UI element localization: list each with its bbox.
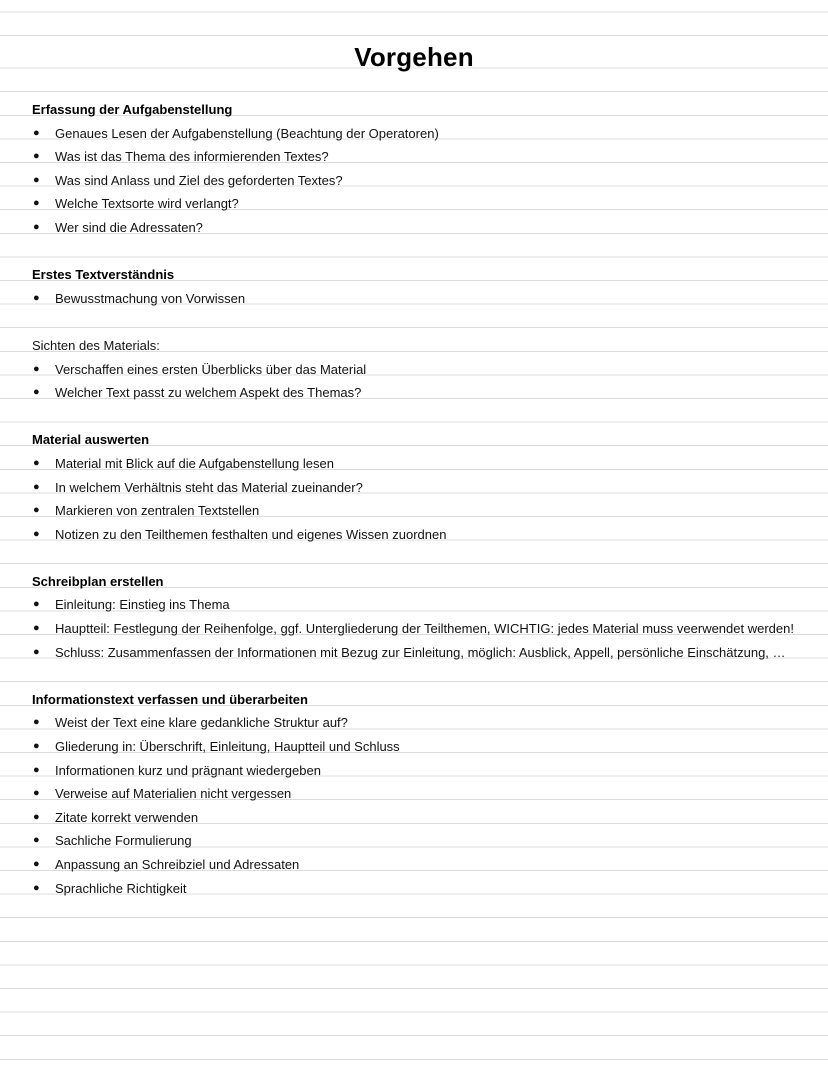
list-item (32, 192, 802, 216)
section-erfassung (32, 98, 802, 263)
bullet-icon: ● (33, 504, 40, 517)
list-item-text: Zitate korrekt verwenden (55, 809, 199, 825)
bullet-icon: ● (33, 386, 40, 399)
list-item (32, 287, 802, 311)
list-item (32, 216, 802, 240)
bullet-icon: ● (33, 834, 40, 847)
bullet-icon: ● (33, 150, 40, 163)
page-title: Vorgehen (354, 42, 474, 72)
list-item-text: Material mit Blick auf die Aufgabenstellung lesen (55, 455, 334, 471)
bullet-list (32, 122, 802, 240)
list-item (32, 145, 802, 169)
list-item-text: Welcher Text passt zu welchem Aspekt des Themas? (55, 385, 362, 401)
spacer (32, 310, 802, 334)
document-body (32, 98, 802, 900)
spacer (32, 240, 802, 264)
list-item-text: In welchem Verhältnis steht das Material zueinander? (55, 479, 363, 495)
bullet-icon: ● (33, 622, 40, 635)
list-item (32, 452, 802, 476)
list-item (32, 782, 802, 806)
list-item-text: Verschaffen eines ersten Überblicks über das Material (55, 361, 367, 377)
list-item (32, 853, 802, 877)
list-item (32, 593, 802, 617)
list-item (32, 829, 802, 853)
list-item-text: Genaues Lesen der Aufgabenstellung (Beachtung der Operatoren) (55, 125, 439, 141)
bullet-icon: ● (33, 858, 40, 870)
list-item (32, 499, 802, 523)
bullet-icon: ● (33, 197, 40, 210)
bullet-icon: ● (33, 810, 40, 823)
section-heading: Erfassung der Aufgabenstellung (32, 102, 233, 117)
list-item-text: Gliederung in: Überschrift, Einleitung, Hauptteil und Schluss (55, 739, 400, 755)
spacer (32, 405, 802, 429)
list-item (32, 641, 802, 665)
list-item (32, 122, 802, 146)
bullet-list (32, 287, 802, 311)
list-item-text: Sachliche Formulierung (55, 833, 192, 849)
bullet-icon: ● (33, 645, 40, 658)
bullet-icon: ● (33, 126, 40, 139)
bullet-icon: ● (33, 362, 40, 375)
list-item (32, 358, 802, 382)
list-item (32, 169, 802, 193)
list-item-text: Wer sind die Adressaten? (55, 219, 203, 235)
bullet-icon: ● (33, 291, 40, 304)
bullet-icon: ● (33, 480, 40, 493)
list-item (32, 711, 802, 735)
list-item (32, 806, 802, 830)
list-item (32, 476, 802, 500)
list-item-text: Notizen zu den Teilthemen festhalten und eigenes Wissen zuordnen (55, 526, 447, 542)
bullet-icon: ● (33, 881, 40, 894)
bullet-icon: ● (33, 173, 40, 186)
section-material-auswerten (32, 428, 802, 570)
list-item (32, 381, 802, 405)
list-item (32, 877, 802, 901)
list-item (32, 617, 802, 641)
bullet-icon: ● (33, 716, 40, 729)
list-item (32, 759, 802, 783)
list-item-text: Bewusstmachung von Vorwissen (55, 290, 246, 306)
bullet-icon: ● (33, 456, 40, 469)
section-heading: Erstes Textverständnis (32, 267, 175, 283)
bullet-list (32, 358, 802, 405)
spacer (32, 546, 802, 570)
section-textverstaendnis (32, 263, 802, 334)
section-heading: Informationstext verfassen und überarbeiten (32, 691, 308, 707)
bullet-list (32, 593, 802, 664)
list-item-text: Was ist das Thema des informierenden Textes? (55, 149, 329, 165)
bullet-icon: ● (33, 598, 40, 611)
list-item-text: Weist der Text eine klare gedankliche Struktur auf? (55, 715, 348, 731)
list-item-text: Was sind Anlass und Ziel des geforderten Textes? (55, 172, 343, 188)
bullet-list (32, 452, 802, 546)
section-label: Sichten des Materials: (32, 337, 160, 353)
list-item-text: Informationen kurz und prägnant wiedergeben (55, 762, 321, 778)
bullet-icon: ● (33, 787, 40, 800)
bullet-list (32, 711, 802, 900)
bullet-icon: ● (33, 220, 40, 233)
list-item (32, 523, 802, 547)
list-item-text: Einleitung: Einstieg ins Thema (55, 597, 230, 613)
section-sichten (32, 334, 802, 428)
section-heading: Schreibplan erstellen (32, 573, 164, 589)
section-schreibplan (32, 570, 802, 688)
bullet-icon: ● (33, 763, 40, 776)
spacer (32, 664, 802, 688)
list-item-text: Sprachliche Richtigkeit (55, 880, 187, 896)
bullet-icon: ● (33, 740, 40, 753)
list-item (32, 735, 802, 759)
list-item-text: Schluss: Zusammenfassen der Informationen mit Bezug zur Einleitung, möglich: Ausblick, Appell, persönliche Einschätzung, … (55, 644, 786, 660)
list-item-text: Markieren von zentralen Textstellen (55, 503, 260, 519)
bullet-icon: ● (33, 527, 40, 540)
list-item-text: Anpassung an Schreibziel und Adressaten (55, 857, 300, 872)
list-item-text: Welche Textsorte wird verlangt? (55, 196, 239, 212)
list-item-text: Verweise auf Materialien nicht vergessen (55, 786, 292, 802)
section-heading: Material auswerten (32, 432, 150, 448)
section-verfassen (32, 688, 802, 900)
list-item-text: Hauptteil: Festlegung der Reihenfolge, ggf. Untergliederung der Teilthemen, WICHTIG: jedes Material muss veerwendet werden! (55, 621, 794, 637)
